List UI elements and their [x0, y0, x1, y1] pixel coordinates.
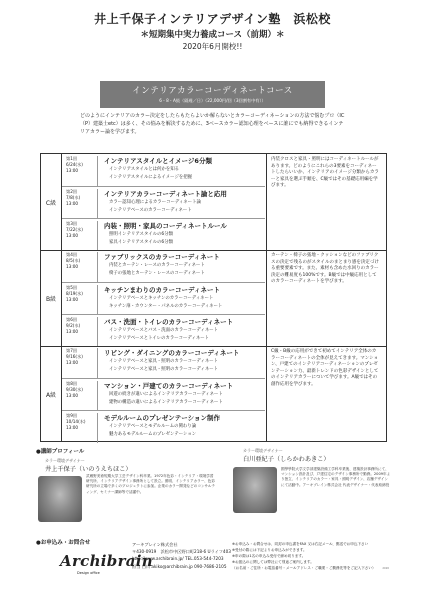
schedule-table — [40, 153, 387, 442]
session-subtopic: インテリアベースと家具・照明のカラーコーディネート — [109, 359, 219, 364]
contact-note: ※申の際は1名の申込み受付で締め切ります。 — [232, 554, 306, 558]
level-label: B級 — [41, 250, 62, 346]
session-date-line: 13:00 — [66, 201, 79, 206]
session-title: インテリアカラーコーディネート論と応用 — [104, 190, 227, 198]
contact-note: ※受付の際には下記よりお申込みができます。 — [232, 548, 307, 552]
session-date-line: 13:00 — [66, 297, 79, 302]
contact-note: （お名前・ご住所・お電話番号・メールアドレス・ご職業・ご勤務先等をご記入下さい） — [232, 566, 376, 570]
level-label: A級 — [41, 346, 62, 442]
session-subtopic: インテリアベースと家具・照明のカラーコーディネート — [109, 367, 219, 372]
profile-1-bio: 武蔵野美術短期大学工芸デザイン科卒業。1972年色彩・インテリア・環境学習研究所、インテリアデザイン事務所として設立。照明、インテリアカラー、色彩研究所の立場で多くのプロジェクトに参加。企業のカラー開発などのコンサルティング、セミナー講師等で活躍中。 — [86, 474, 216, 494]
profile-1-caption: カラー環境デザイナー — [45, 458, 85, 463]
session-date — [62, 252, 98, 282]
session-date — [62, 221, 98, 251]
session-date-line: 第2回 — [66, 189, 78, 194]
course-banner-title: インテリアカラーコーディネートコース — [132, 86, 293, 96]
session-title: 内装・照明・家具のコーディネートルール — [104, 222, 227, 230]
session-subtopic: 内装とカーテン・レースのカラーコーディネート — [109, 263, 205, 268]
profile-2-caption-wrap — [243, 448, 330, 463]
session-date-line: 第1回 — [66, 156, 78, 161]
contact-heading: ●お申込み・お問合せ — [36, 540, 91, 546]
session-date-line: 7/22(水) — [66, 227, 83, 232]
session-date-line: 第6回 — [66, 317, 78, 322]
session-date — [62, 285, 98, 315]
session-subtopic: 建物の構造の違いによるインテリアカラーコーディネート — [109, 400, 223, 405]
course-subtitle: ＊短期集中実力養成コース（前期）＊ — [140, 30, 285, 40]
level-description: C級・B級の応用ができて初めてインテリア全体のカラーコーディネートの全体が見えてきます。マンション、戸建てのインテリアコーディネーションのプレゼンテーション力、最新トレンドの色彩デザインとしてのインテリアカラーについて学びます。A級ではその創作応用を学びます。 — [266, 346, 384, 442]
session-title: バス・洗面・トイレのカラーコーディネート — [104, 318, 234, 326]
session-date-line: 第7回 — [66, 348, 78, 353]
session-date-line: 第4回 — [66, 252, 78, 257]
session-subtopic: インテリアベースとキッチンのカラーコーディネート — [109, 296, 214, 301]
session-date — [62, 156, 98, 186]
session-row — [62, 314, 265, 347]
session-subtopic: インテリアベースとトイレのカラーコーディネート — [109, 336, 210, 341]
opening-date: 2020年6月開校!! — [182, 42, 243, 51]
session-subtopic: 家具インテリアスタイルの6分類 — [109, 240, 173, 245]
session-date — [62, 381, 98, 411]
page-title: 井上千保子インテリアデザイン塾 浜松校 — [94, 12, 331, 26]
session-row — [62, 282, 265, 315]
level-description: 内装クロスと家具・照明にはコーディネートルールがあります。どのようにこれらの3要素をコーディネートしたらいいか、インテリアのイメージ分類からカラーと家具を選ぶ手順を、C級ではその基礎応用編を学びます。 — [266, 154, 384, 250]
session-row — [62, 250, 265, 282]
session-date-line: 9/2(水) — [66, 323, 81, 328]
session-date-line: 第5回 — [66, 285, 78, 290]
session-title: リビング・ダイニングのカラーコーディネート — [104, 349, 240, 357]
archibrain-logo: Archibrain — [60, 552, 153, 570]
session-date-line: 10/14(水) — [66, 419, 86, 424]
company-email: 担当 白川 akiko@archibrain.jp 090-7686-2105 — [132, 563, 227, 569]
session-row — [62, 378, 265, 411]
session-subtopic: インテリアスタイルとは何かを知る — [109, 167, 179, 172]
session-row — [62, 154, 265, 186]
session-date-line: 7/8(水) — [66, 195, 81, 200]
intro-text: どのようにインテリアのカラー決定をしたらもたらよいか解らないとカラーコーディネーションの方法で悩むプロ（IC（P）建築士etc）は多く、その悩みを解決するために、3ベースカラー認知心理をベースに誰にでも納得できるインテリアカラー論を学びます。 — [80, 113, 345, 135]
session-date — [62, 413, 98, 443]
session-date-line: 13:00 — [66, 168, 79, 173]
session-subtopic: インテリアベースとバス・洗面のカラーコーディネート — [109, 328, 219, 333]
session-subtopic: インテリアベースとモデルルームの関わり論 — [109, 424, 197, 429]
session-date — [62, 348, 98, 378]
session-row — [62, 410, 265, 443]
company-address: 〒430-0919 浜松市中区野口町218-6 Uライフ403 — [132, 549, 231, 555]
company-web: http://www.archibrain.jp/ TEL.053-544-7203 — [132, 556, 224, 562]
session-subtopic: インテリアベースのカラーコーディネート — [109, 208, 192, 213]
contact-note: ※お振込のに関しては弊社にて別途ご案内します。 — [232, 560, 314, 564]
session-date-line: 9/16(水) — [66, 354, 83, 359]
session-title: インテリアスタイルとイメージ6分類 — [104, 157, 212, 165]
session-date-line: 8/19(水) — [66, 291, 83, 296]
profile-1-name: 井上千保子（いのうえちほこ） — [45, 466, 132, 473]
course-banner — [100, 81, 325, 108]
profile-1-caption-wrap — [45, 458, 132, 473]
session-title: ファブリックスのカラーコーディネート — [104, 253, 220, 261]
footer-code: 2020 — [382, 567, 389, 570]
session-subtopic: インテリアスタイルによるイメージを把握 — [109, 175, 193, 180]
profile-2-photo — [233, 467, 277, 513]
profile-2-name: 白川亜紀子（しらかわあきこ） — [243, 456, 330, 463]
session-subtopic: キッチン扉・カウンター・パネルのカラーコーディネート — [109, 304, 223, 309]
profile-heading: ●講師プロフィール — [36, 449, 85, 455]
session-date-line: 13:00 — [66, 264, 79, 269]
session-title: モデルルームのプレゼンテーション制作 — [104, 414, 220, 422]
session-row — [62, 346, 265, 378]
logo-subtitle: Design office — [77, 571, 100, 575]
session-date-line: 13:00 — [66, 233, 79, 238]
session-date-line: 第3回 — [66, 221, 78, 226]
session-date-line: 9/30(水) — [66, 387, 83, 392]
session-date — [62, 189, 98, 219]
session-subtopic: 魅力あるモデルルームのプレゼンテーション — [109, 432, 197, 437]
level-label: C級 — [41, 154, 62, 250]
company-name: アーキブレイン株式会社 — [132, 542, 178, 547]
session-date-line: 13:00 — [66, 393, 79, 398]
session-row — [62, 186, 265, 219]
session-date-line: 6/24(水) — [66, 162, 83, 167]
level-description: カーテン・椅子の張地・クッションなどのファブリクスの決定で残るのがスタイルのまとまり感を決定づける重要要素です。また、素材も含めた水回りのカラー決定の難易度も100%です。B級では中級応用としてのカラーコーディネートを学びます。 — [266, 250, 384, 346]
session-date-line: 第8回 — [66, 381, 78, 386]
contact-info — [132, 541, 231, 570]
session-date-line: 8/5(水) — [66, 258, 81, 263]
session-title: マンション・戸建てのカラーコーディネート — [104, 382, 234, 390]
session-title: キッチンまわりのカラーコーディネート — [104, 286, 221, 294]
session-date-line: 13:00 — [66, 329, 79, 334]
contact-notes — [232, 541, 387, 571]
session-date-line: 13:00 — [66, 360, 79, 365]
profile-2-bio: 國學學院大学文学部建築設備工学科卒業後、建築設計事務所にて、マンション設計及び、戸建住宅のデザイン事務所で勤務。2009年より独立、インテリアのカラー・家具・照明デザイン、店舗デザインにて活動中。アーキブレイン株式会社 代表デザイナー・代表取締役 — [281, 467, 391, 487]
contact-note: ※お申込み・お問合せは、同封の申込書をFAX 又は右記メール、郵送でお申込下さい — [232, 542, 369, 546]
profile-1-photo — [38, 476, 82, 522]
session-subtopic: 回遊の続きが違いによるインテリアカラーコーディネート — [109, 392, 223, 397]
session-row — [62, 218, 265, 251]
session-date-line: 13:00 — [66, 425, 79, 430]
session-subtopic: 椅子の張地とカーテン・レースのコーディネート — [109, 271, 205, 276]
profile-2-caption: カラー環境デザイナー — [243, 448, 283, 453]
course-banner-detail: 6・8・A級（隔週／日）（22,000円/回（3回割有中有）） — [159, 98, 266, 103]
session-subtopic: 照明インテリアスタイルの6分類 — [109, 232, 173, 237]
session-subtopic: カラー認知心理によるカラーコーディネート論 — [109, 200, 201, 205]
session-date — [62, 317, 98, 347]
session-date-line: 第9回 — [66, 413, 78, 418]
